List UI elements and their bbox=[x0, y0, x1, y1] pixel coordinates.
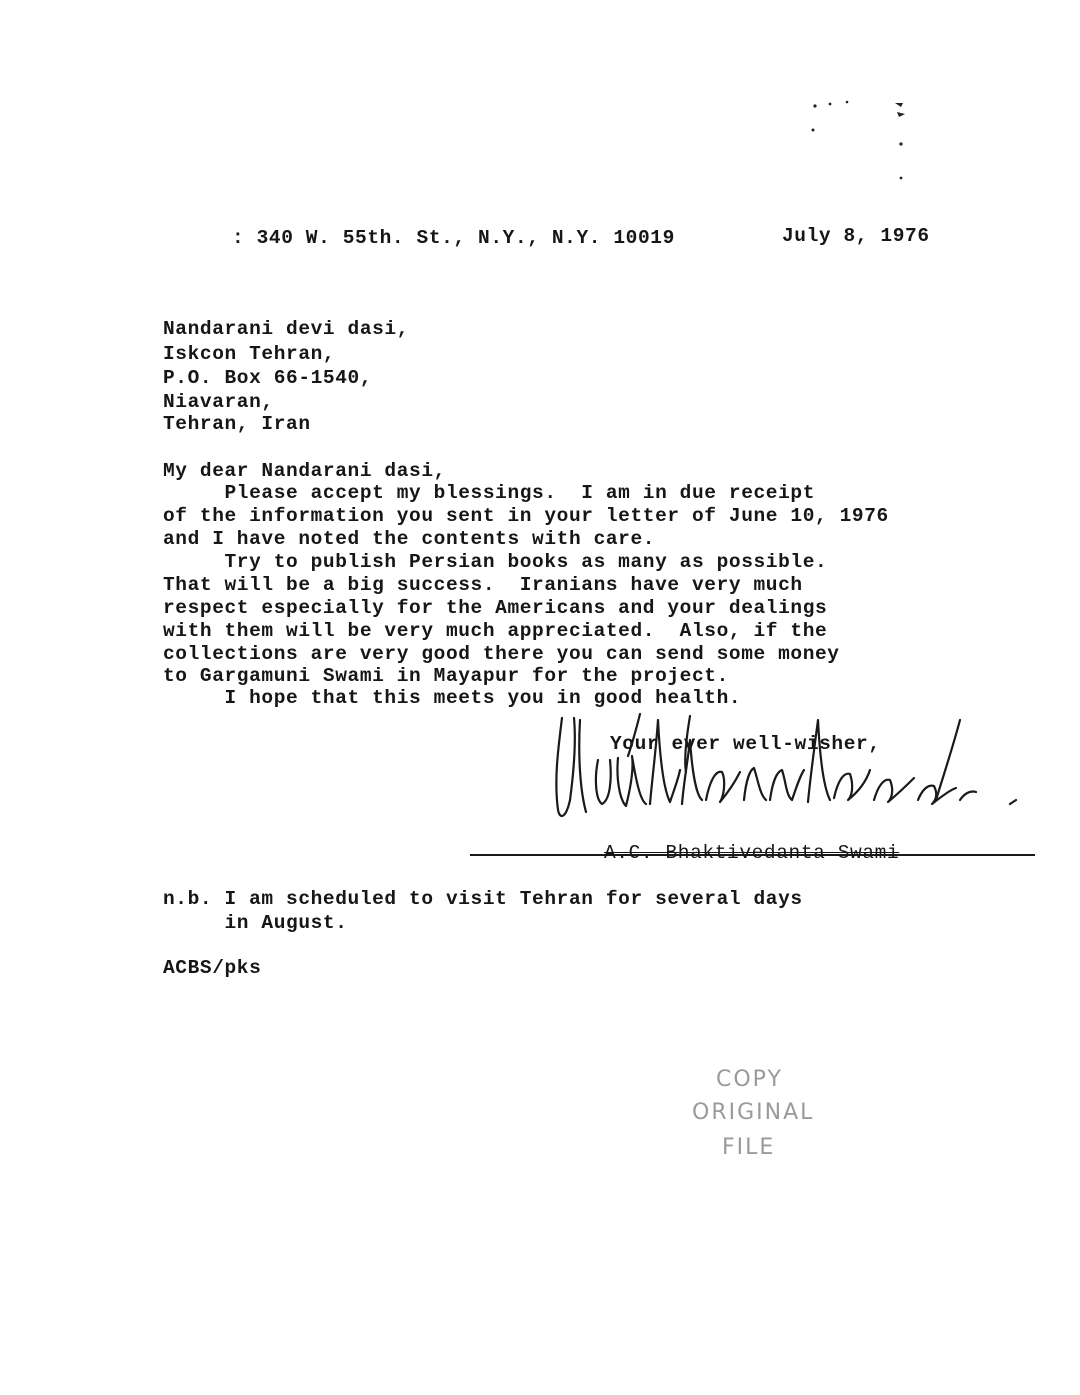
recipient-po-box: P.O. Box 66-1540, bbox=[163, 367, 373, 389]
stamp-line-copy: COPY bbox=[716, 1067, 783, 1092]
sender-address: : 340 W. 55th. St., N.Y., N.Y. 10019 bbox=[232, 227, 675, 249]
body-line: with them will be very much appreciated. Also, if the bbox=[163, 620, 828, 642]
letter-date: July 8, 1976 bbox=[782, 225, 930, 247]
recipient-name: Nandarani devi dasi, bbox=[163, 318, 410, 340]
body-line: I hope that this meets you in good health. bbox=[163, 687, 742, 709]
stamp-line-original: ORIGINAL bbox=[692, 1100, 815, 1125]
postscript-line: n.b. I am scheduled to visit Tehran for several days bbox=[163, 888, 803, 910]
reference-initials: ACBS/pks bbox=[163, 957, 262, 979]
salutation: My dear Nandarani dasi, bbox=[163, 460, 446, 482]
body-line: collections are very good there you can send some money bbox=[163, 643, 840, 665]
stamp-line-file: FILE bbox=[722, 1135, 776, 1160]
body-line: Try to publish Persian books as many as possible. bbox=[163, 551, 828, 573]
corner-marks bbox=[805, 98, 925, 188]
recipient-org: Iskcon Tehran, bbox=[163, 343, 336, 365]
body-line: Please accept my blessings. I am in due receipt bbox=[163, 482, 816, 504]
recipient-city: Tehran, Iran bbox=[163, 413, 311, 435]
recipient-locality: Niavaran, bbox=[163, 391, 274, 413]
body-line: to Gargamuni Swami in Mayapur for the project. bbox=[163, 665, 729, 687]
postscript-line: in August. bbox=[163, 912, 348, 934]
closing: Your ever well-wisher, bbox=[610, 733, 881, 755]
body-line: of the information you sent in your letter of June 10, 1976 bbox=[163, 505, 889, 527]
signature-typed-name: A.C. Bhaktivedanta Swami bbox=[604, 842, 900, 864]
body-line: and I have noted the contents with care. bbox=[163, 528, 656, 550]
body-line: respect especially for the Americans and your dealings bbox=[163, 597, 828, 619]
body-line: That will be a big success. Iranians have very much bbox=[163, 574, 803, 596]
